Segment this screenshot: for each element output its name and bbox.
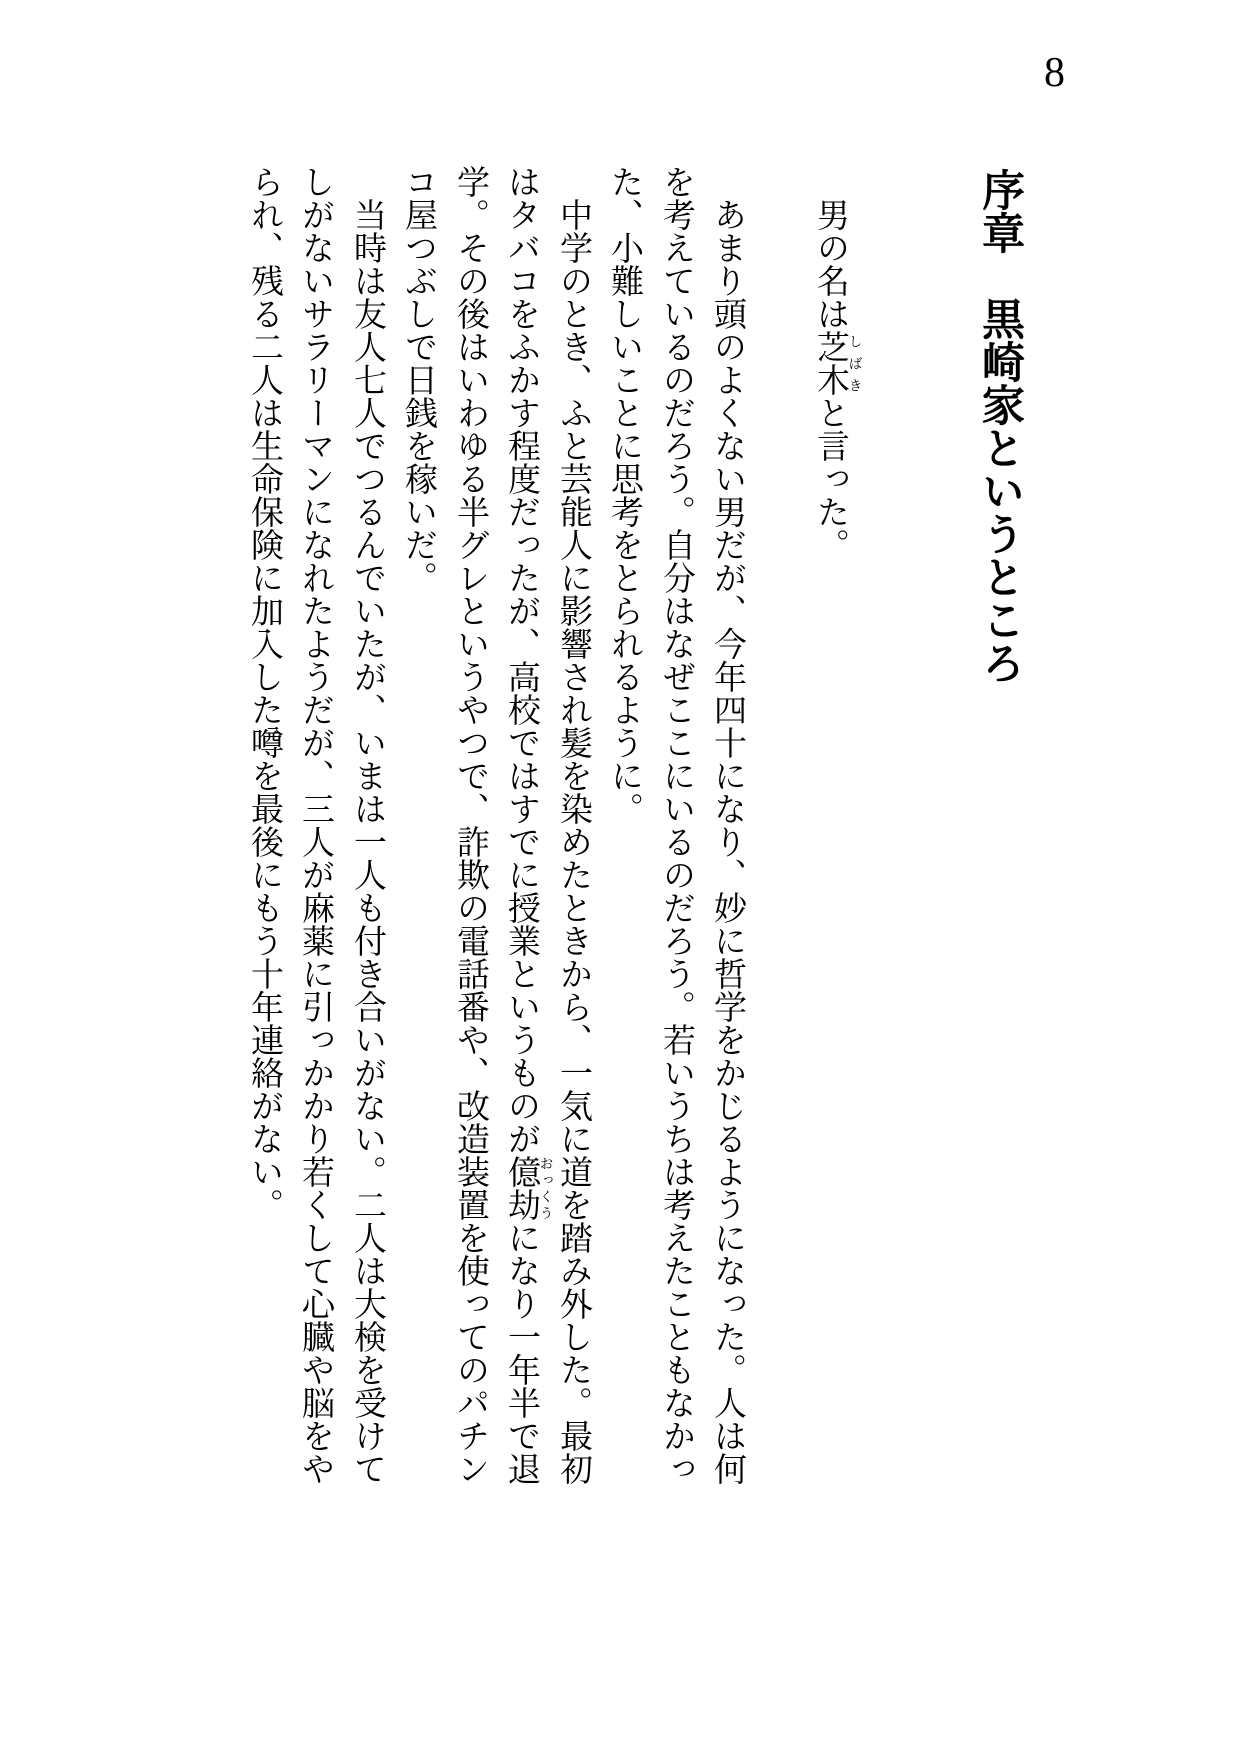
- text-line: 男の名は芝木しばきと言った。: [812, 198, 862, 561]
- text-line: 学。その後はいわゆる半グレというやつで、詐欺の電話番や、改造装置を使ってのパチン: [452, 165, 488, 1485]
- text-line: た、小難しいことに思考をとられるように。: [606, 165, 642, 825]
- text-line: 当時は友人七人でつるんでいたが、いまは一人も付き合いがない。二人は大検を受けて: [349, 198, 385, 1485]
- text-line: られ、残る二人は生命保険に加入した噂を最後にもう十年連絡がない。: [246, 165, 282, 1221]
- text-line: 中学のとき、ふと芸能人に影響され髪を染めたときから、一気に道を踏み外した。最初: [555, 198, 591, 1485]
- chapter-title: 序章 黒崎家というところ: [976, 168, 1023, 684]
- text-line: あまり頭のよくない男だが、今年四十になり、妙に哲学をかじるようになった。人は何: [709, 198, 745, 1485]
- page-number: 8: [1044, 50, 1065, 96]
- text-line: はタバコをふかす程度だったが、高校ではすでに授業というものが億劫おっくうになり一年半で退: [503, 165, 553, 1485]
- text-line: コ屋つぶしで日銭を稼いだ。: [400, 165, 436, 594]
- text-line: しがないサラリーマンになれたようだが、三人が麻薬に引っかかり若くして心臓や脳をや: [297, 165, 333, 1485]
- text-line: を考えているのだろう。自分はなぜここにいるのだろう。若いうちは考えたこともなかっ: [658, 165, 694, 1485]
